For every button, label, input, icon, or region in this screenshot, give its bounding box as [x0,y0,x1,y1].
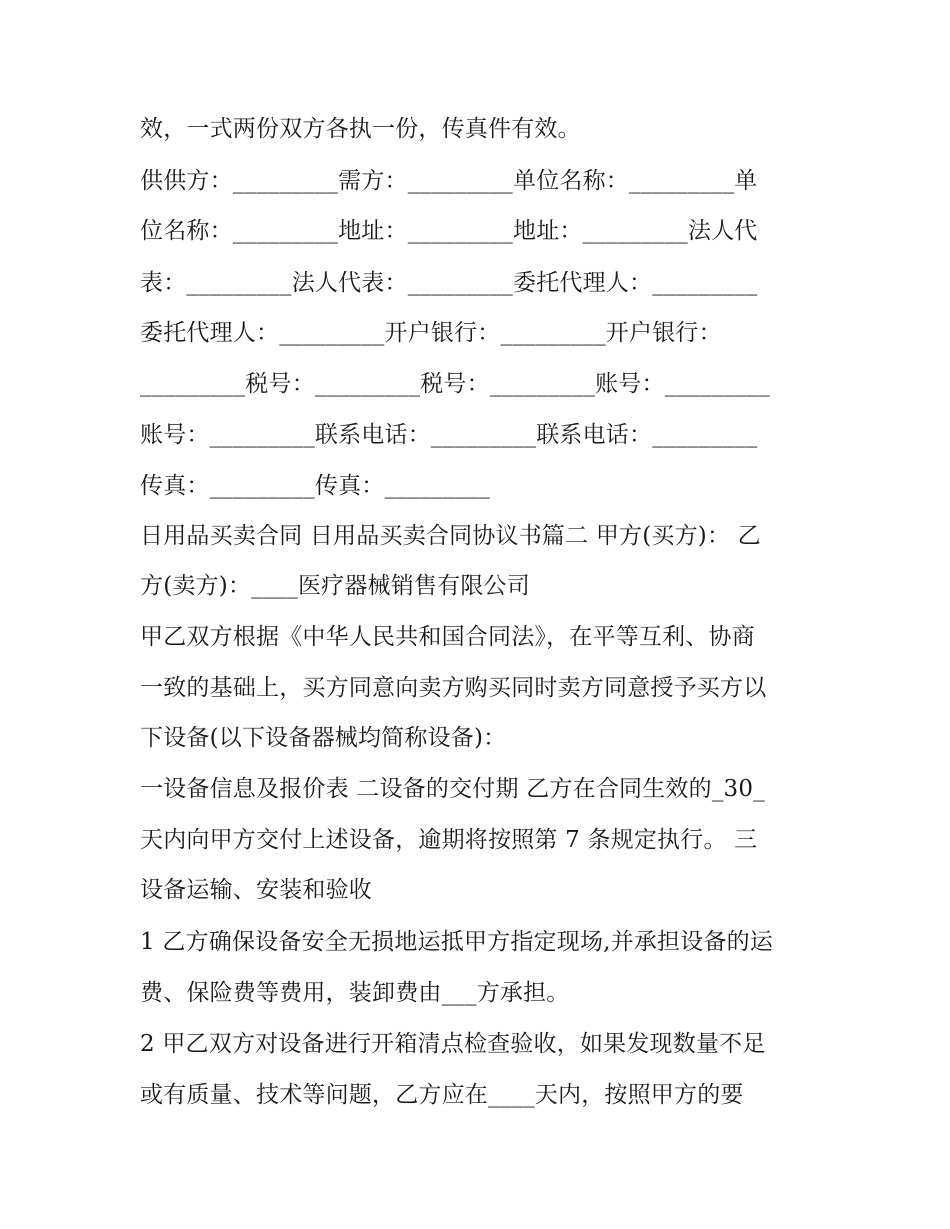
text-line: 位名称：_________地址：_________地址：_________法人代 [140,218,758,244]
text-line: 一设备信息及报价表 二设备的交付期 乙方在合同生效的_30_ [140,776,765,802]
text-line: 下设备(以下设备器械均简称设备)： [140,725,507,751]
text-line: 一致的基础上，买方同意向卖方购买同时卖方同意授予买方以 [140,675,767,701]
text-line: 供供方：_________需方：_________单位名称：_________单 [140,168,758,194]
text-line: 天内向甲方交付上述设备，逾期将按照第 7 条规定执行。 三 [140,827,758,853]
text-line: 表：_________法人代表：_________委托代理人：_________ [140,270,758,296]
text-line: 传真：_________传真：_________ [140,473,490,499]
text-line: _________税号：_________税号：_________账号：_________ [140,371,770,397]
text-line: 或有质量、技术等问题，乙方应在____天内，按照甲方的要 [140,1082,744,1108]
text-line: 费、保险费等费用，装卸费由___方承担。 [140,980,570,1006]
text-line: 账号：_________联系电话：_________联系电话：_________ [140,422,758,448]
text-line: 设备运输、安装和验收 [140,877,372,903]
text-line: 1 乙方确保设备安全无损地运抵甲方指定现场,并承担设备的运 [140,929,774,955]
text-line: 方(卖方)：____医疗器械销售有限公司 [140,573,530,599]
text-line: 日用品买卖合同 日用品买卖合同协议书篇二 甲方(买方)： 乙 [140,523,761,549]
text-line: 委托代理人：_________开户银行：_________开户银行： [140,320,722,346]
text-line: 效，一式两份双方各执一份，传真件有效。 [140,116,581,142]
text-line: 甲乙双方根据《中华人民共和国合同法》，在平等互利、协商 [140,624,755,650]
text-line: 2 甲乙双方对设备进行开箱清点检查验收，如果发现数量不足 [140,1031,766,1057]
